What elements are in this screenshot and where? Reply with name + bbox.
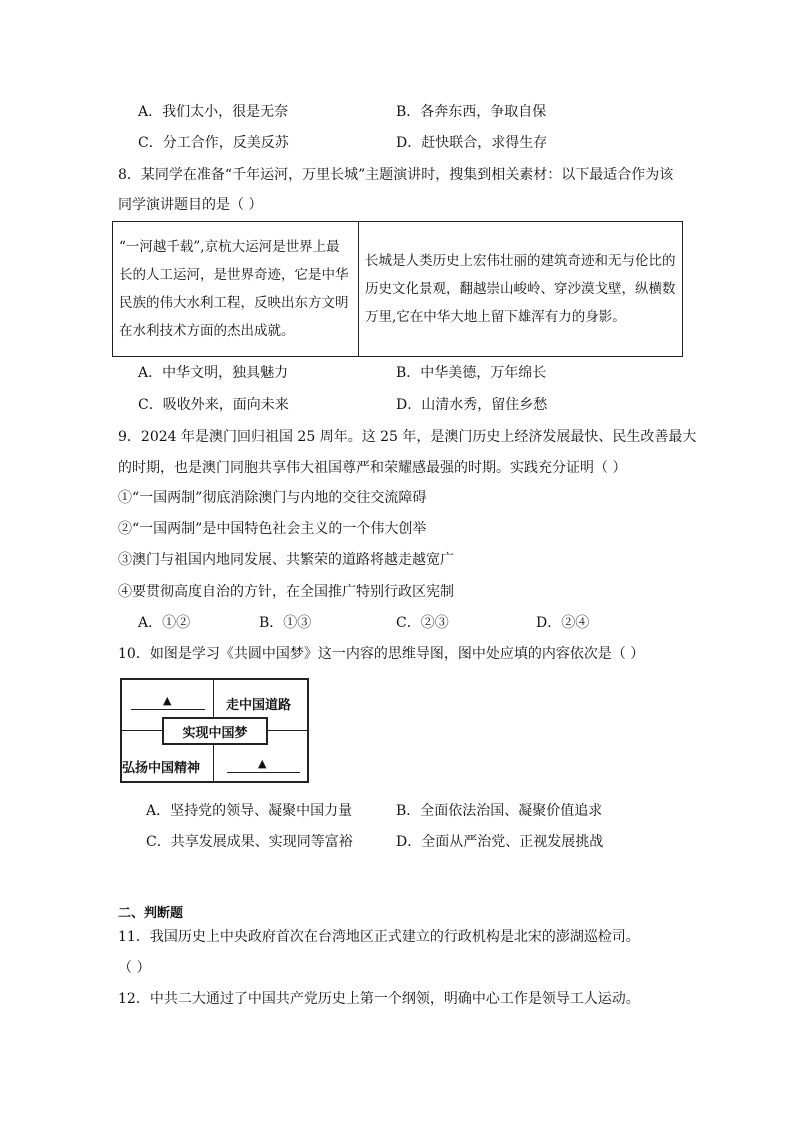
q9-option-b: B．①③ [259,615,312,631]
q7-option-c: C．分工合作，反美反苏 [138,135,289,151]
q10-mindmap-connector-right [268,730,307,731]
q9-statement-1: ①“一国两制”彻底消除澳门与内地的交往交流障碍 [118,490,427,506]
q10-mindmap-connector-left [122,730,162,731]
q9-option-d: D．②④ [536,615,590,631]
q9-stem-line1: 9．2024 年是澳门回归祖国 25 周年。这 25 年，是澳门历史上经济发展最快、民生改善最大 [118,429,697,445]
q10-blank-marker-bottom: ▲ [258,757,267,770]
q10-label-top-right: 走中国道路 [226,698,292,713]
q8-material-right: 长城是人类历史上宏伟壮丽的建筑奇迹和无与伦比的历史文化景观，翻越崇山峻岭、穿沙漠戈壁，纵横数万里,它在中华大地上留下雄浑有力的身影。 [359,222,683,357]
q7-option-b: B．各奔东西，争取自保 [396,104,547,120]
q8-option-c: C．吸收外来，面向未来 [138,397,289,413]
q12-stem: 12．中共二大通过了中国共产党历史上第一个纲领，明确中心工作是领导工人运动。 [118,991,640,1007]
q8-option-d: D．山清水秀，留住乡愁 [396,397,548,413]
q9-statement-4: ④要贯彻高度自治的方针，在全国推广特别行政区宪制 [118,584,454,600]
q9-statement-2: ②“一国两制”是中国特色社会主义的一个伟大创举 [118,521,427,537]
q8-stem-line1: 8．某同学在准备“千年运河，万里长城”主题演讲时，搜集到相关素材：以下最适合作为该 [118,167,674,183]
q10-option-c: C．共享发展成果、实现同等富裕 [146,834,353,850]
q10-option-a: A．坚持党的领导、凝聚中国力量 [146,803,353,819]
q11-answer-paren: （ ） [118,960,151,976]
q8-stem-line2: 同学演讲题目的是（ ） [118,197,263,213]
q10-option-d: D．全面从严治党、正视发展挑战 [396,834,604,850]
q10-blank-line-top [131,709,205,710]
q10-stem: 10．如图是学习《共圆中国梦》这一内容的思维导图，图中处应填的内容依次是（ ） [118,646,645,662]
q8-material-table [112,221,683,357]
q10-label-bottom-left: 弘扬中国精神 [122,761,201,776]
q10-blank-line-bottom [227,772,300,773]
q10-mindmap-divider-bottom [213,745,214,781]
q8-material-left: “一河越千载”,京杭大运河是世界上最长的人工运河，是世界奇迹，它是中华民族的伟大水利工程，反映出东方文明在水利技术方面的杰出成就。 [113,222,359,357]
q10-mindmap-divider-top [213,680,214,717]
q8-option-b: B．中华美德，万年绵长 [396,365,547,381]
q9-option-a: A．①② [138,615,191,631]
q10-blank-marker-top: ▲ [163,694,172,707]
q10-option-b: B．全面依法治国、凝聚价值追求 [396,803,603,819]
q7-option-d: D．赶快联合，求得生存 [396,135,548,151]
q9-option-c: C．②③ [396,615,449,631]
q11-stem: 11．我国历史上中央政府首次在台湾地区正式建立的行政机构是北宋的澎湖巡检司。 [118,929,640,945]
q9-stem-line2: 的时期，也是澳门同胞共享伟大祖国尊严和荣耀感最强的时期。实践充分证明（ ） [118,460,627,476]
q9-statement-3: ③澳门与祖国内地同发展、共繁荣的道路将越走越宽广 [118,552,454,568]
section-title: 二、判断题 [118,906,184,921]
q10-center-node: 实现中国梦 [162,717,268,745]
q7-option-a: A．我们太小，很是无奈 [138,104,289,120]
q8-option-a: A．中华文明，独具魅力 [138,365,289,381]
